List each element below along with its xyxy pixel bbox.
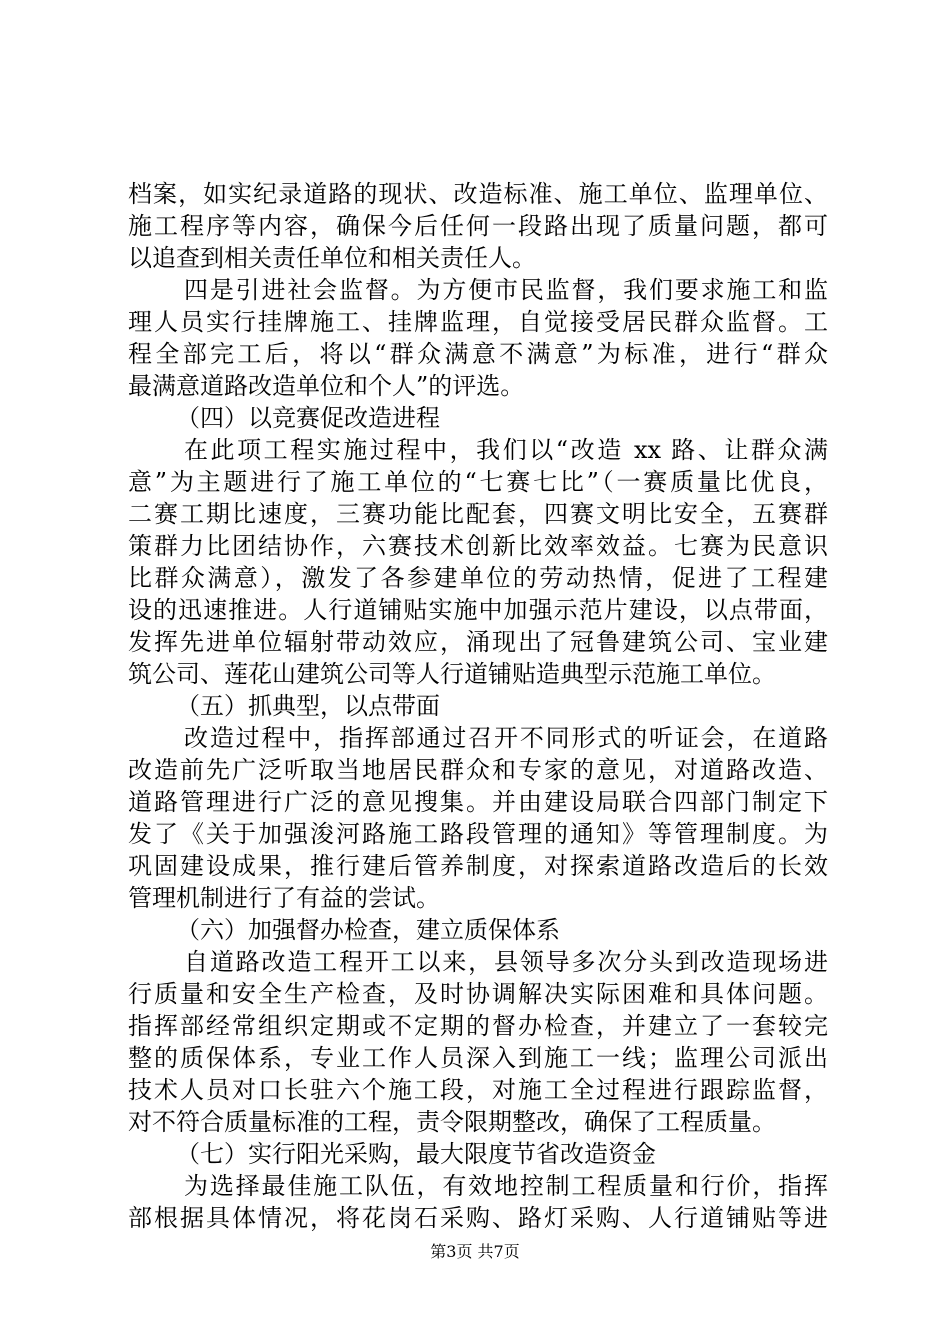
paragraph	[128, 946, 828, 1138]
text-line: 指挥部经常组织定期或不定期的督办检查，并建立了一套较完	[128, 1012, 828, 1040]
text-line: 管理机制进行了有益的尝试。	[128, 884, 440, 912]
text-line: 最满意道路改造单位和个人”的评选。	[128, 372, 525, 400]
text-line: 发了《关于加强浚河路施工路段管理的通知》等管理制度。为	[128, 820, 828, 848]
text-line: 意”为主题进行了施工单位的“七赛七比”（一赛质量比优良，	[128, 468, 828, 496]
text-line: （六）加强督办检查，建立质保体系	[176, 916, 560, 944]
section-heading	[128, 402, 828, 434]
text-line: 施工程序等内容，确保今后任何一段路出现了质量问题，都可	[128, 212, 828, 240]
text-line: 道路管理进行广泛的意见搜集。并由建设局联合四部门制定下	[128, 788, 828, 816]
paragraph	[128, 274, 828, 402]
text-line: 四是引进社会监督。为方便市民监督，我们要求施工和监	[184, 276, 828, 304]
text-line: （五）抓典型，以点带面	[176, 692, 440, 720]
text-line: 策群力比团结协作，六赛技术创新比效率效益。七赛为民意识	[128, 532, 828, 560]
paragraph	[128, 178, 828, 274]
text-line: （七）实行阳光采购，最大限度节省改造资金	[176, 1140, 656, 1168]
text-line: 比群众满意），激发了各参建单位的劳动热情，促进了工程建	[128, 564, 828, 592]
paragraph	[128, 434, 828, 690]
paragraph	[128, 722, 828, 914]
page-number-label: 第3页 共7页	[430, 1242, 520, 1261]
text-line: 发挥先进单位辐射带动效应，涌现出了冠鲁建筑公司、宝业建	[128, 628, 828, 656]
page-footer	[0, 1242, 950, 1262]
text-line: 档案，如实纪录道路的现状、改造标准、施工单位、监理单位、	[128, 180, 828, 208]
text-line: 行质量和安全生产检查，及时协调解决实际困难和具体问题。	[128, 980, 828, 1008]
text-line: 二赛工期比速度，三赛功能比配套，四赛文明比安全，五赛群	[128, 500, 828, 528]
text-line: 部根据具体情况，将花岗石采购、路灯采购、人行道铺贴等进	[128, 1204, 828, 1232]
section-heading	[128, 690, 828, 722]
text-line: 以追查到相关责任单位和相关责任人。	[128, 244, 536, 272]
text-line: 自道路改造工程开工以来，县领导多次分头到改造现场进	[184, 948, 828, 976]
paragraph	[128, 1170, 828, 1234]
text-line: 设的迅速推进。人行道铺贴实施中加强示范片建设，以点带面，	[128, 596, 828, 624]
text-line: 改造前先广泛听取当地居民群众和专家的意见，对道路改造、	[128, 756, 828, 784]
text-line: 程全部完工后，将以“群众满意不满意”为标准，进行“群众	[128, 340, 828, 368]
text-line: 整的质保体系，专业工作人员深入到施工一线；监理公司派出	[128, 1044, 828, 1072]
text-line: 筑公司、莲花山建筑公司等人行道铺贴造典型示范施工单位。	[128, 660, 776, 688]
text-line: 改造过程中，指挥部通过召开不同形式的听证会，在道路	[184, 724, 828, 752]
text-line: 在此项工程实施过程中，我们以“改造 xx 路、让群众满	[184, 436, 828, 464]
section-heading	[128, 914, 828, 946]
text-line: 为选择最佳施工队伍，有效地控制工程质量和行价，指挥	[184, 1172, 828, 1200]
text-line: （四）以竞赛促改造进程	[176, 404, 440, 432]
text-line: 技术人员对口长驻六个施工段，对施工全过程进行跟踪监督，	[128, 1076, 828, 1104]
document-body	[128, 178, 828, 1234]
text-line: 理人员实行挂牌施工、挂牌监理，自觉接受居民群众监督。工	[128, 308, 828, 336]
text-line: 巩固建设成果，推行建后管养制度，对探索道路改造后的长效	[128, 852, 828, 880]
section-heading	[128, 1138, 828, 1170]
text-line: 对不符合质量标准的工程，责令限期整改，确保了工程质量。	[128, 1108, 776, 1136]
